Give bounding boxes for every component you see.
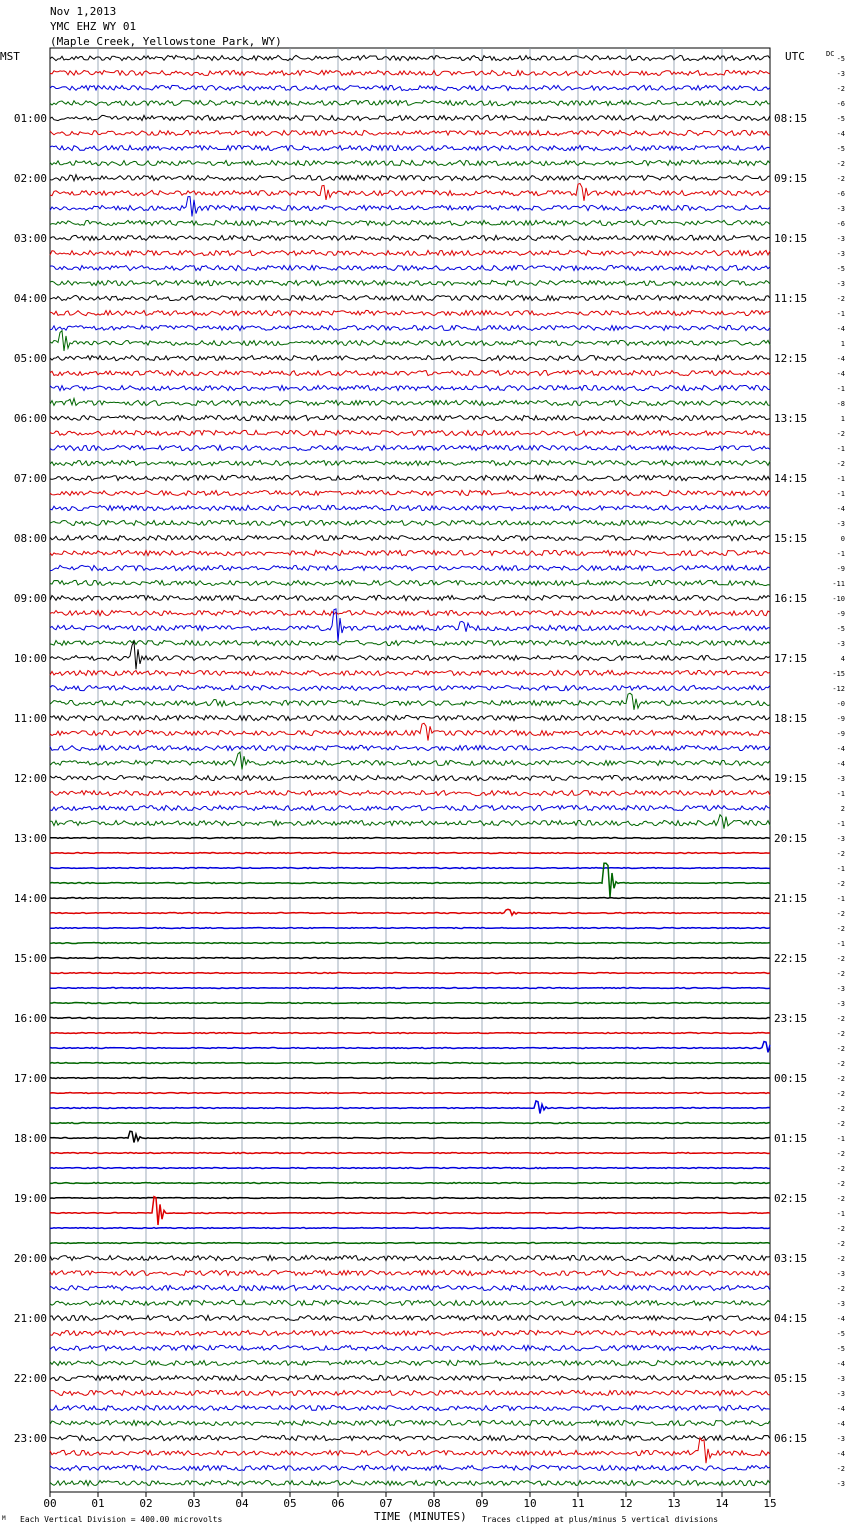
seismic-trace: [50, 868, 770, 869]
seismic-trace: [50, 1420, 770, 1425]
dc-offset-label: -3: [836, 1480, 845, 1488]
seismic-trace: [50, 220, 770, 225]
mst-hour-label: 05:00: [13, 352, 47, 365]
dc-offset-label: -4: [836, 130, 845, 138]
seismic-trace: [50, 752, 770, 769]
seismic-trace: [50, 580, 770, 585]
seismic-trace: [50, 100, 770, 105]
seismic-trace: [50, 805, 770, 810]
seismic-trace: [50, 1228, 770, 1229]
dc-offset-label: -1: [836, 820, 845, 828]
seismic-trace: [50, 475, 770, 480]
dc-offset-label: -4: [836, 325, 845, 333]
mst-hour-label: 19:00: [13, 1192, 47, 1205]
dc-offset-label: -2: [836, 1030, 845, 1038]
x-tick-label: 03: [187, 1497, 201, 1510]
x-tick-label: 11: [571, 1497, 585, 1510]
mst-hour-label: 02:00: [13, 172, 47, 185]
seismic-trace: [50, 310, 770, 315]
seismic-trace: [50, 325, 770, 330]
dc-offset-label: -3: [836, 1300, 845, 1308]
seismic-trace: [50, 1405, 770, 1410]
seismic-trace: [50, 565, 770, 570]
utc-hour-label: 23:15: [774, 1012, 808, 1025]
dc-offset-label: -1: [836, 790, 845, 798]
utc-hour-label: 21:15: [774, 892, 808, 905]
dc-offset-label: -3: [836, 1270, 845, 1278]
utc-hour-label: 15:15: [774, 532, 808, 545]
dc-offset-label: -1: [836, 490, 845, 498]
utc-hour-label: 11:15: [774, 292, 808, 305]
dc-offset-label: -1: [836, 550, 845, 558]
header-location: (Maple Creek, Yellowstone Park, WY): [50, 35, 282, 48]
seismic-trace: [50, 280, 770, 285]
seismic-trace: [50, 838, 770, 839]
dc-offset-label: 2: [840, 805, 845, 813]
seismic-trace: [50, 943, 770, 944]
mst-hour-label: 23:00: [13, 1432, 47, 1445]
seismic-trace: [50, 1480, 770, 1485]
dc-offset-label: -1: [836, 895, 845, 903]
seismic-trace: [50, 355, 770, 360]
seismic-trace: [50, 550, 770, 555]
dc-offset-label: -1: [836, 310, 845, 318]
seismic-trace: [50, 445, 770, 450]
x-tick-label: 12: [619, 1497, 633, 1510]
seismic-trace: [50, 160, 770, 165]
dc-offset-label: -2: [836, 1225, 845, 1233]
mst-hour-label: 20:00: [13, 1252, 47, 1265]
dc-offset-label: -1: [836, 1135, 845, 1143]
seismic-trace: [50, 1465, 770, 1470]
seismic-trace: [50, 130, 770, 135]
seismic-trace: [50, 1300, 770, 1305]
dc-offset-label: -1: [836, 475, 845, 483]
dc-offset-label: -3: [836, 835, 845, 843]
seismic-trace: [50, 640, 770, 645]
dc-offset-label: -9: [836, 610, 845, 618]
mst-hour-label: 16:00: [13, 1012, 47, 1025]
dc-offset-label: 0: [840, 535, 845, 543]
seismic-trace: [50, 1255, 770, 1260]
x-tick-label: 06: [331, 1497, 345, 1510]
dc-offset-label: -9: [836, 565, 845, 573]
seismic-trace: [50, 1183, 770, 1184]
x-tick-label: 08: [427, 1497, 441, 1510]
seismic-trace: [50, 535, 770, 540]
seismic-trace: [50, 1168, 770, 1169]
seismic-trace: [50, 1345, 770, 1350]
dc-offset-label: -4: [836, 370, 845, 378]
seismic-trace: [50, 145, 770, 150]
seismic-trace: [50, 1093, 770, 1094]
dc-offset-label: -4: [836, 505, 845, 513]
scale-note: Each Vertical Division = 400.00 microvolts: [20, 1515, 223, 1524]
mst-hour-label: 07:00: [13, 472, 47, 485]
header-date: Nov 1,2013: [50, 5, 117, 18]
dc-offset-label: -2: [836, 1240, 845, 1248]
seismic-trace: [50, 1390, 770, 1395]
dc-offset-label: -3: [836, 1390, 845, 1398]
dc-offset-label: -2: [836, 925, 845, 933]
seismic-trace: [50, 1285, 770, 1290]
dc-offset-label: -1: [836, 445, 845, 453]
dc-offset-label: -4: [836, 1405, 845, 1413]
seismic-trace: [50, 430, 770, 435]
seismic-trace: [50, 1153, 770, 1154]
x-tick-label: 10: [523, 1497, 537, 1510]
dc-offset-label: -8: [836, 400, 845, 408]
mst-hour-label: 06:00: [13, 412, 47, 425]
x-tick-label: 15: [763, 1497, 777, 1510]
utc-hour-label: 18:15: [774, 712, 808, 725]
seismic-trace: [50, 1438, 770, 1464]
dc-offset-label: -5: [836, 145, 845, 153]
seismic-trace: [50, 1003, 770, 1004]
dc-offset-label: -6: [836, 190, 845, 198]
dc-offset-label: -2: [836, 160, 845, 168]
seismic-trace: [50, 1243, 770, 1244]
mst-hour-label: 18:00: [13, 1132, 47, 1145]
dc-offset-label: -5: [836, 1330, 845, 1338]
dc-offset-label: -2: [836, 1195, 845, 1203]
seismic-trace: [50, 1018, 770, 1019]
dc-offset-label: -3: [836, 1000, 845, 1008]
seismic-trace: [50, 595, 770, 600]
seismic-trace: [50, 85, 770, 90]
dc-offset-label: -4: [836, 1360, 845, 1368]
dc-offset-label: -2: [836, 175, 845, 183]
utc-hour-label: 00:15: [774, 1072, 808, 1085]
dc-offset-label: -2: [836, 1120, 845, 1128]
dc-offset-label: -2: [836, 910, 845, 918]
seismic-trace: [50, 775, 770, 780]
dc-offset-label: -2: [836, 1060, 845, 1068]
seismic-trace: [50, 520, 770, 525]
dc-offset-label: -2: [836, 1045, 845, 1053]
dc-offset-label: -2: [836, 1150, 845, 1158]
dc-offset-label: -2: [836, 295, 845, 303]
utc-hour-label: 04:15: [774, 1312, 808, 1325]
mst-hour-label: 04:00: [13, 292, 47, 305]
dc-offset-label: -2: [836, 880, 845, 888]
dc-offset-label: -2: [836, 1285, 845, 1293]
dc-offset-label: -5: [836, 115, 845, 123]
dc-offset-label: -3: [836, 775, 845, 783]
seismic-trace: [50, 1063, 770, 1064]
seismic-trace: [50, 1123, 770, 1124]
dc-offset-label: -6: [836, 100, 845, 108]
utc-hour-label: 12:15: [774, 352, 808, 365]
dc-offset-label: -1: [836, 1210, 845, 1218]
clip-note: Traces clipped at plus/minus 5 vertical divisions: [482, 1515, 719, 1524]
dc-offset-label: -4: [836, 355, 845, 363]
utc-hour-label: 08:15: [774, 112, 808, 125]
seismic-trace: [50, 235, 770, 240]
seismic-trace: [50, 505, 770, 510]
dc-offset-label: -1: [836, 865, 845, 873]
seismic-trace: [50, 399, 770, 406]
dc-offset-label: -3: [836, 640, 845, 648]
seismic-trace: [50, 670, 770, 675]
dc-offset-label: -3: [836, 280, 845, 288]
seismic-trace: [50, 715, 770, 720]
seismic-trace: [50, 988, 770, 989]
utc-axis-title: UTC: [785, 50, 805, 63]
dc-offset-label: -3: [836, 1375, 845, 1383]
header-station: YMC EHZ WY 01: [50, 20, 137, 33]
dc-offset-label: -4: [836, 1420, 845, 1428]
dc-offset-label: -11: [832, 580, 845, 588]
dc-offset-label: -9: [836, 715, 845, 723]
dc-offset-label: -6: [836, 220, 845, 228]
x-tick-label: 07: [379, 1497, 393, 1510]
mst-hour-label: 10:00: [13, 652, 47, 665]
dc-offset-label: -2: [836, 1105, 845, 1113]
dc-offset-label: -2: [836, 1015, 845, 1023]
dc-offset-label: -2: [836, 850, 845, 858]
seismic-trace: [50, 685, 770, 690]
dc-offset-label: -2: [836, 1465, 845, 1473]
seismic-trace: [50, 175, 770, 181]
seismic-trace: [50, 1198, 770, 1199]
seismic-trace: [50, 745, 770, 750]
dc-offset-label: 4: [840, 655, 845, 663]
seismic-trace: [50, 1033, 770, 1034]
seismic-trace: [50, 460, 770, 465]
dc-offset-label: -2: [836, 1090, 845, 1098]
dc-offset-label: -2: [836, 85, 845, 93]
seismic-trace: [50, 1375, 770, 1380]
seismic-trace: [50, 370, 770, 375]
dc-offset-label: -3: [836, 205, 845, 213]
utc-hour-label: 20:15: [774, 832, 808, 845]
seismic-trace: [50, 958, 770, 959]
utc-hour-label: 14:15: [774, 472, 808, 485]
x-axis-title: TIME (MINUTES): [374, 1510, 467, 1523]
dc-offset-label: -4: [836, 760, 845, 768]
seismic-trace: [50, 973, 770, 974]
dc-offset-label: -5: [836, 625, 845, 633]
seismic-trace: [50, 723, 770, 740]
mst-hour-label: 22:00: [13, 1372, 47, 1385]
seismic-trace: [50, 853, 770, 854]
mst-hour-label: 15:00: [13, 952, 47, 965]
seismic-trace: [50, 1197, 770, 1225]
dc-offset-label: -2: [836, 1255, 845, 1263]
dc-offset-label: 1: [840, 415, 845, 423]
seismic-trace: [50, 898, 770, 899]
utc-hour-label: 10:15: [774, 232, 808, 245]
utc-hour-label: 06:15: [774, 1432, 808, 1445]
utc-hour-label: 02:15: [774, 1192, 808, 1205]
seismic-trace: [50, 642, 770, 670]
x-tick-label: 00: [43, 1497, 57, 1510]
dc-offset-label: -2: [836, 460, 845, 468]
dc-offset-label: -5: [836, 55, 845, 63]
corner-mark: M: [2, 1515, 6, 1522]
seismic-trace: [50, 1435, 770, 1440]
seismic-trace: [50, 415, 770, 420]
dc-offset-label: -3: [836, 985, 845, 993]
seismic-trace: [50, 1315, 770, 1320]
dc-offset-label: -2: [836, 955, 845, 963]
seismic-trace: [50, 928, 770, 929]
utc-hour-label: 05:15: [774, 1372, 808, 1385]
utc-hour-label: 03:15: [774, 1252, 808, 1265]
seismic-trace: [50, 331, 770, 351]
dc-offset-label: -3: [836, 235, 845, 243]
x-tick-label: 04: [235, 1497, 249, 1510]
seismic-trace: [50, 610, 770, 615]
seismic-trace: [50, 184, 770, 201]
mst-hour-label: 17:00: [13, 1072, 47, 1085]
utc-hour-label: 16:15: [774, 592, 808, 605]
seismic-trace: [50, 1360, 770, 1365]
seismic-trace: [50, 295, 770, 300]
seismic-trace: [50, 490, 770, 495]
dc-offset-label: -2: [836, 430, 845, 438]
seismic-trace: [50, 1270, 770, 1275]
mst-hour-label: 14:00: [13, 892, 47, 905]
mst-hour-label: 13:00: [13, 832, 47, 845]
dc-offset-label: -0: [836, 700, 845, 708]
dc-offset-label: -1: [836, 940, 845, 948]
seismic-trace: [50, 197, 770, 217]
utc-hour-label: 19:15: [774, 772, 808, 785]
seismic-trace: [50, 385, 770, 390]
mst-hour-label: 09:00: [13, 592, 47, 605]
seismic-trace: [50, 693, 770, 710]
seismic-trace: [50, 1078, 770, 1079]
x-tick-label: 13: [667, 1497, 681, 1510]
dc-offset-label: -5: [836, 1345, 845, 1353]
mst-axis-title: MST: [0, 50, 20, 63]
utc-hour-label: 01:15: [774, 1132, 808, 1145]
seismic-trace: [50, 250, 770, 255]
dc-offset-label: -3: [836, 250, 845, 258]
seismic-trace: [50, 790, 770, 795]
dc-offset-label: -3: [836, 520, 845, 528]
mst-hour-label: 21:00: [13, 1312, 47, 1325]
mst-hour-label: 01:00: [13, 112, 47, 125]
seismic-trace: [50, 609, 770, 642]
dc-offset-label: -9: [836, 730, 845, 738]
seismic-trace: [50, 1101, 770, 1114]
dc-offset-label: -1: [836, 385, 845, 393]
dc-offset-label: -3: [836, 1435, 845, 1443]
dc-axis-title: DC: [826, 50, 835, 58]
seismic-trace: [50, 70, 770, 75]
dc-offset-label: -2: [836, 1165, 845, 1173]
dc-offset-label: -4: [836, 745, 845, 753]
seismic-trace: [50, 55, 770, 60]
mst-hour-label: 08:00: [13, 532, 47, 545]
dc-offset-label: -4: [836, 1450, 845, 1458]
x-tick-label: 09: [475, 1497, 489, 1510]
dc-offset-label: -2: [836, 1075, 845, 1083]
x-tick-label: 01: [91, 1497, 105, 1510]
x-tick-label: 05: [283, 1497, 297, 1510]
dc-offset-label: -2: [836, 970, 845, 978]
dc-offset-label: 1: [840, 340, 845, 348]
utc-hour-label: 13:15: [774, 412, 808, 425]
dc-offset-label: -5: [836, 265, 845, 273]
dc-offset-label: -2: [836, 1180, 845, 1188]
seismic-trace: [50, 265, 770, 270]
x-tick-label: 02: [139, 1497, 153, 1510]
mst-hour-label: 11:00: [13, 712, 47, 725]
seismic-trace: [50, 1042, 770, 1053]
utc-hour-label: 22:15: [774, 952, 808, 965]
seismic-trace: [50, 909, 770, 915]
seismic-trace: [50, 1330, 770, 1335]
mst-hour-label: 03:00: [13, 232, 47, 245]
dc-offset-label: -12: [832, 685, 845, 693]
seismic-trace: [50, 115, 770, 120]
dc-offset-label: -10: [832, 595, 845, 603]
utc-hour-label: 09:15: [774, 172, 808, 185]
x-tick-label: 14: [715, 1497, 729, 1510]
dc-offset-label: -3: [836, 70, 845, 78]
dc-offset-label: -15: [832, 670, 845, 678]
dc-offset-label: -4: [836, 1315, 845, 1323]
mst-hour-label: 12:00: [13, 772, 47, 785]
seismic-trace: [50, 815, 770, 829]
utc-hour-label: 17:15: [774, 652, 808, 665]
seismic-trace: [50, 1131, 770, 1142]
